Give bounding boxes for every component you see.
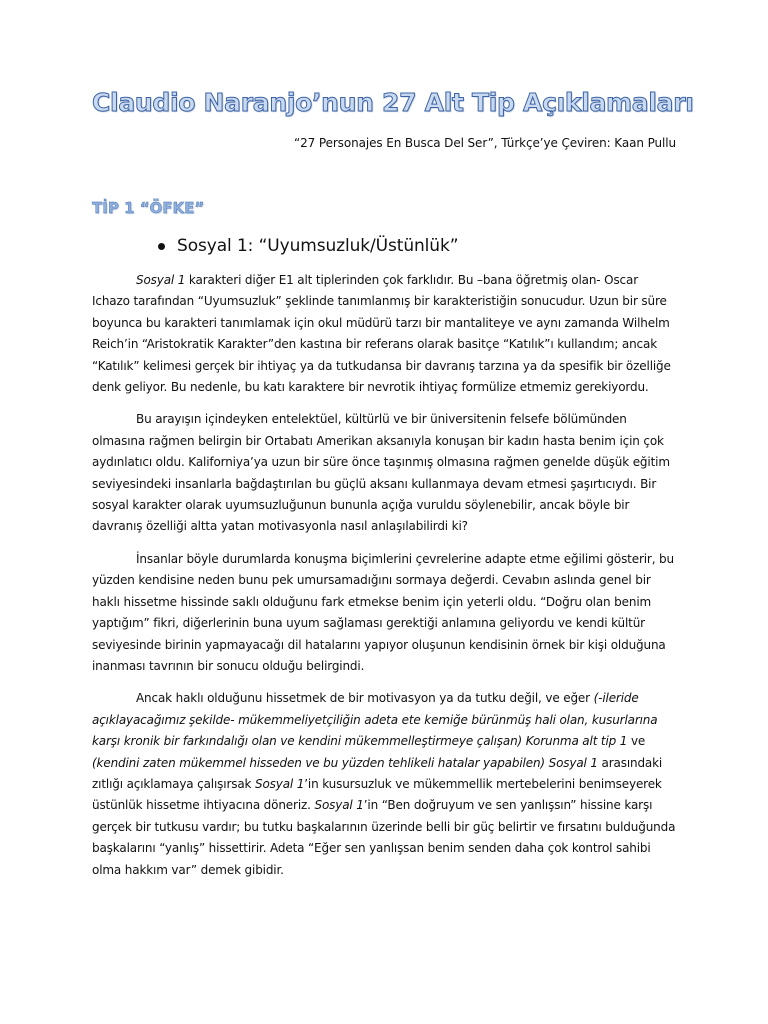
italic-text-run: (-ileride açıklayacağımız şekilde- mükemmeliyetçiliğin adeta ete kemiğe bürünmüş hali olan, kusurlarına karşı kronik bir farkındalığı olan ve kendini mükemmelleştirmeye çalışan) Korunma alt tip 1 bbox=[92, 691, 658, 749]
italic-text-run: Sosyal 1 bbox=[314, 798, 364, 813]
text-run: arasındaki zıtlığı açıklamaya çalışırsak bbox=[92, 755, 663, 791]
bullet-dot-icon bbox=[158, 243, 165, 250]
text-run: Ancak haklı olduğunu hissetmek de bir motivasyon ya da tutku değil, ve eğer bbox=[136, 691, 594, 706]
document-subtitle: “27 Personajes En Busca Del Ser”, Türkçe’ye Çeviren: Kaan Pullu bbox=[293, 136, 676, 150]
text-run: karakteri diğer E1 alt tiplerinden çok farklıdır. Bu –bana öğretmiş olan- Oscar Ichazo tarafından “Uyumsuzluk” şeklinde tanımlanmış bir karakteristiğin sonucudur. Uzun bir süre boyunca bu karakteri tanımlamak için okul müdürü tarzı bir mantaliteye ve aynı zamanda Wilhelm Reich’in “Aristokratik Karakter”den kastına bir referans olarak basitçe “Katılık”ı kullandım; ancak “Katılık” kelimesi gerçek bir ihtiyaç ya da tutkudansa bir davranış tarzına ya da spesifik bir özelliğe denk geliyor. Bu nedenle, bu katı karaktere bir nevrotik ihtiyaç formülize etmemiz gerekiyordu. bbox=[92, 273, 671, 395]
text-run: ve bbox=[627, 734, 646, 749]
bullet-item bbox=[158, 236, 458, 256]
bullet-text: Sosyal 1: “Uyumsuzluk/Üstünlük” bbox=[177, 236, 459, 256]
text-run: Bu arayışın içindeyken entelektüel, kültürlü ve bir üniversitenin felsefe bölümünden olmasına rağmen belirgin bir Ortabatı Amerikan aksanıyla konuşan bir kadın hasta benim için çok aydınlatıcı oldu. Kaliforniya’ya uzun bir süre önce taşınmış olmasına rağmen genelde düşük eğitim seviyesindeki insanlarla bağdaştırılan bu güçlü aksanı kullanmaya devam etmesi şaşırtıcıydı. Bir sosyal karakter olarak uyumsuzluğunun bununla açığa vuruldu söylenebilir, ancak böyle bir davranış özelliği altta yatan motivasyonla nasıl anlaşılabilirdi ki? bbox=[92, 412, 670, 534]
italic-text-run: (kendini zaten mükemmel hisseden ve bu yüzden tehlikeli hatalar yapabilen) Sosyal 1 bbox=[92, 755, 598, 770]
text-run: İnsanlar böyle durumlarda konuşma biçimlerini çevrelerine adapte etme eğilimi gösterir, bu yüzden kendisine neden bunu pek umursamadığını sormaya değerdi. Cevabın aslında genel bir haklı hissetme hissinde saklı olduğunu fark etmekse benim için yeterli oldu. “Doğru olan benim yaptığım” fikri, diğerlerinin buna uyum sağlaması gerektiği anlamına geliyordu ve kendi kültür seviyesinde birinin yapmayacağı dil hatalarını yapıyor oluşunun kendisinin örnek bir kişi olduğuna inanması tavrının bir sonucu olduğu belirgindi. bbox=[92, 551, 674, 673]
body-paragraph bbox=[92, 270, 678, 398]
italic-text-run: Sosyal 1 bbox=[136, 273, 186, 287]
body-paragraph bbox=[92, 688, 678, 881]
italic-text-run: Sosyal 1 bbox=[255, 776, 305, 791]
body-paragraph bbox=[92, 549, 678, 677]
text-run: ’in kusursuzluk ve mükemmellik mertebelerini benimseyerek üstünlük hissetme ihtiyacına döneriz. bbox=[92, 776, 662, 813]
body-text bbox=[92, 270, 678, 892]
body-paragraph bbox=[92, 409, 678, 537]
section-heading: TİP 1 “ÖFKE” bbox=[92, 199, 205, 217]
document-title: Claudio Naranjo’nun 27 Alt Tip Açıklamaları bbox=[92, 88, 694, 117]
text-run: ’in “Ben doğruyum ve sen yanlışsın” hissine karşı gerçek bir tutkusu vardır; bu tutku başkalarının üzerinde belli bir güç belirtir ve fırsatını bulduğunda başkalarını “yanlış” hissettirir. Adeta “Eğer sen yanlışsan benim senden daha çok kontrol sahibi olma hakkım var” demek gibidir. bbox=[92, 798, 676, 877]
